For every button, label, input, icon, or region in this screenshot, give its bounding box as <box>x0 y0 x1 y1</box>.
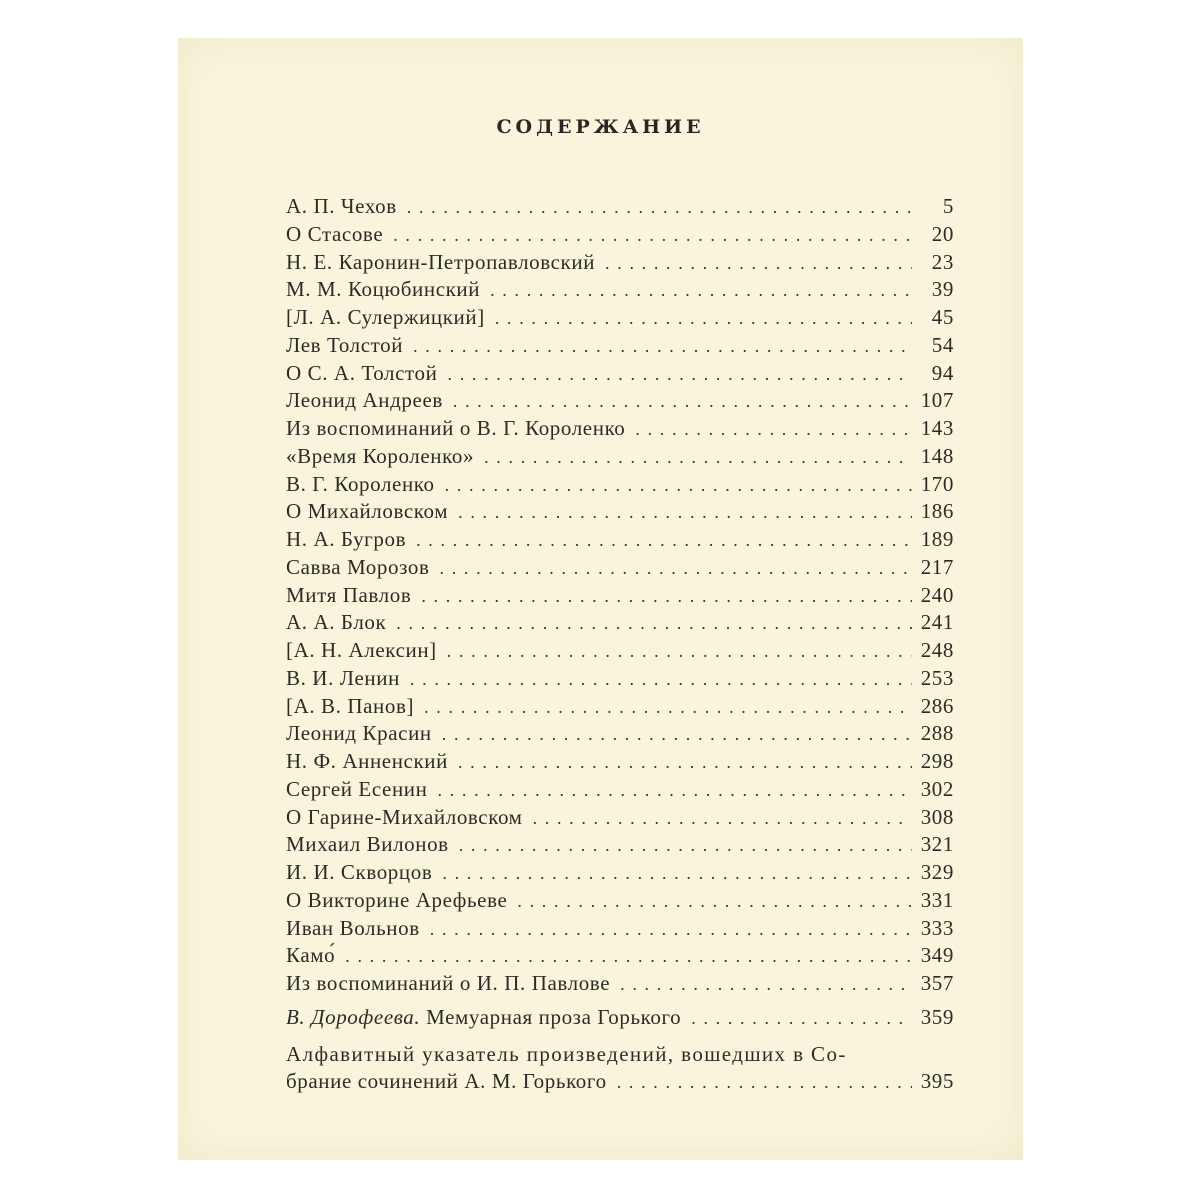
toc-entry <box>286 804 954 832</box>
toc-entry-title: В. Г. Короленко <box>286 471 435 496</box>
toc-entry-page: 54 <box>931 332 954 357</box>
toc-entry-title <box>286 1004 681 1032</box>
dot-leader <box>517 888 912 916</box>
dot-leader <box>421 583 912 611</box>
dot-leader <box>393 222 912 250</box>
toc-entry-title: Михаил Вилонов <box>286 832 449 857</box>
toc-entry <box>286 887 954 915</box>
toc-entry-page: 359 <box>920 1005 954 1029</box>
toc-entry <box>286 720 954 748</box>
dot-leader <box>407 194 912 222</box>
toc-entry <box>286 443 954 471</box>
dot-leader <box>617 1069 912 1097</box>
toc-entry <box>286 471 954 499</box>
dot-leader <box>605 250 912 278</box>
toc-entry-page: 189 <box>920 527 954 551</box>
toc-entry <box>286 637 954 665</box>
toc-entry-title: «Время Короленко» <box>286 443 475 468</box>
dot-leader <box>442 860 912 888</box>
toc-entry-page: 5 <box>942 194 954 218</box>
toc-entry-page: 349 <box>920 943 954 968</box>
toc-entry-title: [Л. А. Сулержицкий] <box>286 305 485 329</box>
dot-leader <box>533 805 912 833</box>
toc-entry <box>286 609 954 637</box>
dot-leader <box>453 388 912 416</box>
toc-entry <box>286 332 954 360</box>
toc-entry-page: 357 <box>920 971 954 995</box>
dot-leader <box>345 943 912 971</box>
toc-entry <box>286 526 954 554</box>
index-entry <box>286 1040 954 1096</box>
toc-entry <box>286 776 954 804</box>
dot-leader <box>430 916 912 944</box>
table-of-contents <box>286 193 954 998</box>
toc-entry-page: 186 <box>920 499 954 524</box>
toc-entry <box>286 582 954 610</box>
toc-entry-title: Из воспоминаний о В. Г. Короленко <box>286 416 626 440</box>
dot-leader <box>424 694 912 722</box>
toc-entry-title: Камо́ <box>286 943 336 968</box>
toc-entry <box>286 970 954 998</box>
toc-entry-page: 240 <box>920 582 954 607</box>
toc-entry <box>286 360 954 388</box>
toc-entry-title: Н. Е. Каронин-Петропавловский <box>286 249 596 274</box>
toc-entry-title: О Стасове <box>286 221 384 246</box>
toc-entry-page: 331 <box>920 887 954 912</box>
toc-entry <box>286 221 954 249</box>
dot-leader <box>458 499 912 527</box>
toc-entry-title: О Викторине Арефьеве <box>286 887 508 912</box>
toc-entry-page: 94 <box>931 360 954 385</box>
dot-leader <box>413 333 912 361</box>
toc-entry <box>286 915 954 943</box>
afterword-entry <box>286 1004 954 1032</box>
dot-leader <box>447 638 912 666</box>
toc-entry-title: А. А. Блок <box>286 610 387 635</box>
toc-entry-title: Сергей Есенин <box>286 776 428 801</box>
toc-entry-page: 217 <box>920 554 954 579</box>
toc-entry <box>286 387 954 415</box>
toc-entry <box>286 859 954 887</box>
dot-leader <box>396 610 912 638</box>
book-page <box>178 38 1023 1160</box>
toc-entry-page: 241 <box>920 610 954 635</box>
dot-leader <box>448 361 913 389</box>
toc-entry-page: 288 <box>920 721 954 746</box>
toc-entry-title: В. И. Ленин <box>286 665 400 690</box>
dot-leader <box>437 777 912 805</box>
toc-entry-title: О С. А. Толстой <box>286 360 438 385</box>
toc-entry-page: 395 <box>920 1069 954 1093</box>
toc-entry-page: 45 <box>931 305 954 329</box>
toc-entry-page: 39 <box>931 277 954 302</box>
dot-leader <box>620 971 912 999</box>
dot-leader <box>484 444 912 472</box>
toc-entry-title: А. П. Чехов <box>286 194 397 218</box>
dot-leader <box>410 666 912 694</box>
toc-entry-page: 286 <box>920 693 954 718</box>
toc-entry-title: Леонид Красин <box>286 721 432 746</box>
toc-entry-page: 23 <box>931 249 954 274</box>
toc-entry-title: О Гарине-Михайловском <box>286 804 523 829</box>
toc-entry <box>286 249 954 277</box>
toc-entry-title: [А. Н. Алексин] <box>286 638 437 662</box>
toc-entry-page: 148 <box>920 443 954 468</box>
toc-entry <box>286 554 954 582</box>
toc-entry-page: 107 <box>920 388 954 413</box>
toc-entry-title: Иван Вольнов <box>286 915 420 940</box>
toc-entry <box>286 415 954 443</box>
dot-leader <box>495 305 912 333</box>
toc-entry-title: Н. Ф. Анненский <box>286 749 448 773</box>
dot-leader <box>459 832 912 860</box>
toc-entry-page: 170 <box>920 471 954 496</box>
toc-entry-title: Леонид Андреев <box>286 388 443 413</box>
toc-entry <box>286 942 954 970</box>
toc-entry-page: 333 <box>920 915 954 940</box>
toc-entry-page: 253 <box>920 665 954 690</box>
toc-entry-title: Лев Толстой <box>286 332 404 357</box>
toc-entry-page: 143 <box>920 416 954 440</box>
toc-entry-page: 298 <box>920 749 954 773</box>
toc-entry <box>286 276 954 304</box>
toc-entry-title: [А. В. Панов] <box>286 693 415 718</box>
toc-entry-title: Н. А. Бугров <box>286 527 407 551</box>
afterword-author: В. Дорофеева. <box>286 1005 421 1029</box>
toc-entry-title: М. М. Коцюбинский <box>286 277 481 302</box>
toc-entry <box>286 304 954 332</box>
afterword-title: Мемуарная проза Горького <box>426 1005 682 1029</box>
toc-entry-page: 321 <box>920 832 954 857</box>
toc-entry-title: И. И. Скворцов <box>286 860 433 884</box>
toc-entry <box>286 693 954 721</box>
toc-entry-page: 329 <box>920 860 954 884</box>
index-entry-line: брание сочинений А. М. Горького <box>286 1069 607 1093</box>
index-entry-line: Алфавитный указатель произведений, вошедших в Со- <box>286 1042 847 1066</box>
toc-entry-page: 248 <box>920 638 954 662</box>
dot-leader <box>458 749 912 777</box>
toc-entry <box>286 498 954 526</box>
toc-entry-title: О Михайловском <box>286 499 449 524</box>
dot-leader <box>490 277 912 305</box>
toc-entry <box>286 1004 954 1032</box>
dot-leader <box>445 472 912 500</box>
toc-entry <box>286 748 954 776</box>
dot-leader <box>416 527 912 555</box>
page-title: СОДЕРЖАНИЕ <box>496 116 705 138</box>
toc-entry-page: 308 <box>920 804 954 829</box>
dot-leader <box>635 416 912 444</box>
toc-entry-title: Из воспоминаний о И. П. Павлове <box>286 971 611 995</box>
toc-entry-title: Митя Павлов <box>286 582 412 607</box>
toc-entry <box>286 665 954 693</box>
toc-entry <box>286 193 954 221</box>
dot-leader <box>442 721 912 749</box>
toc-entry-page: 302 <box>920 776 954 801</box>
dot-leader <box>691 1005 912 1033</box>
dot-leader <box>440 555 913 583</box>
toc-entry <box>286 1068 954 1096</box>
toc-entry-page: 20 <box>931 221 954 246</box>
toc-entry <box>286 831 954 859</box>
toc-entry-title: Савва Морозов <box>286 554 430 579</box>
